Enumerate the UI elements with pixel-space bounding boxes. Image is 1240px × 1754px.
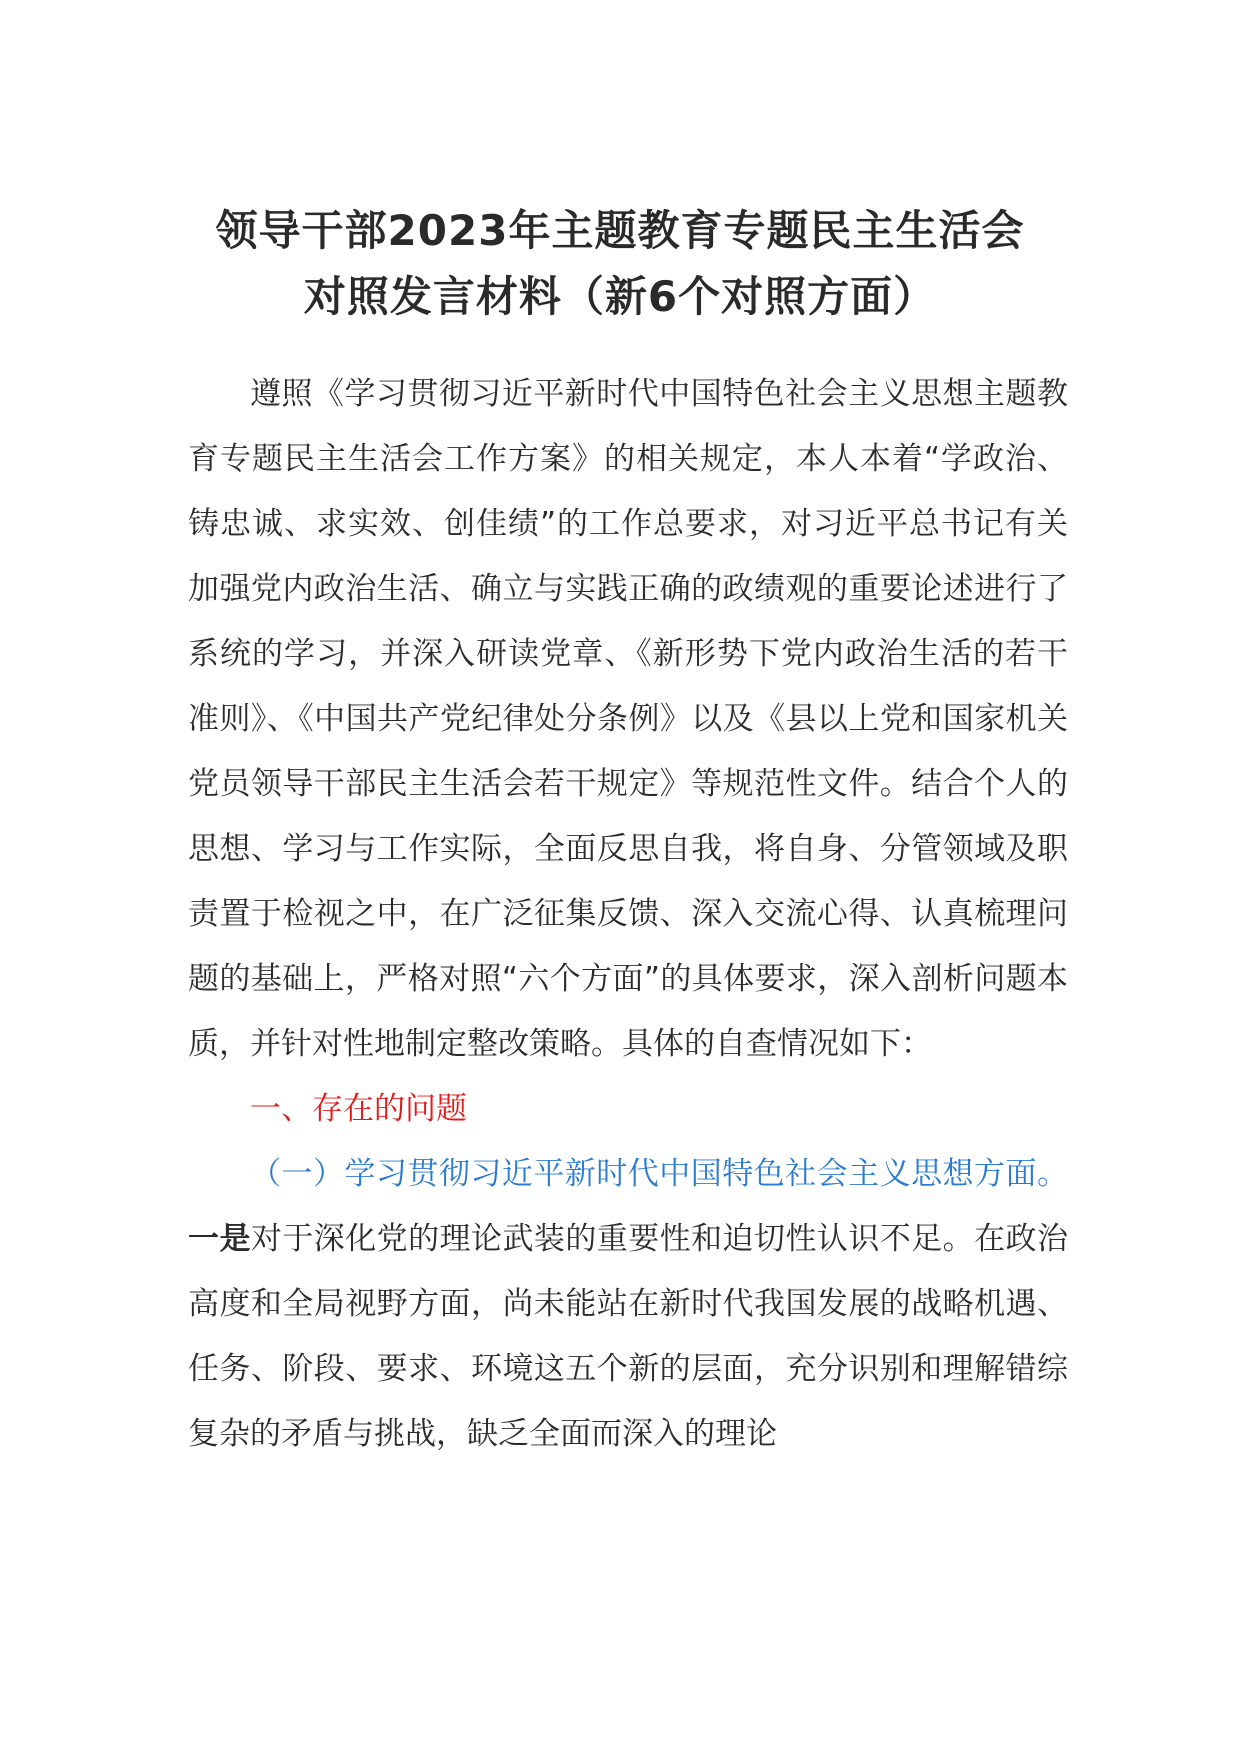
intro-paragraph: 遵照《学习贯彻习近平新时代中国特色社会主义思想主题教育专题民主生活会工作方案》的相关规定，本人本着“学政治、铸忠诚、求实效、创佳绩”的工作总要求，对习近平总书记有关加强党内政治生活、确立与实践正确的政绩观的重要论述进行了系统的学习，并深入研读党章、《新形势下党内政治生活的若干准则》、《中国共产党纪律处分条例》以及《县以上党和国家机关党员领导干部民主生活会若干规定》等规范性文件。结合个人的思想、学习与工作实际，全面反思自我，将自身、分管领域及职责置于检视之中，在广泛征集反馈、深入交流心得、认真梳理问题的基础上，严格对照“六个方面”的具体要求，深入剖析问题本质，并针对性地制定整改策略。具体的自查情况如下： [188, 376, 1068, 1062]
document-title-line-1: 领导干部2023年主题教育专题民主生活会 [215, 206, 1025, 255]
subsection-heading: （一）学习贯彻习近平新时代中国特色社会主义思想方面。 [250, 1156, 1068, 1192]
subsection-paragraph [188, 1142, 1068, 1467]
point-label: 一是 [188, 1221, 251, 1257]
document-title-line-2: 对照发言材料（新6个对照方面） [303, 272, 937, 321]
point-text: 对于深化党的理论武装的重要性和迫切性认识不足。在政治高度和全局视野方面，尚未能站在新时代我国发展的战略机遇、任务、阶段、要求、环境这五个新的层面，充分识别和理解错综复杂的矛盾与挑战，缺乏全面而深入的理论 [188, 1221, 1068, 1452]
document-body [188, 362, 1068, 1467]
section-heading-problems: 一、存在的问题 [250, 1091, 467, 1127]
